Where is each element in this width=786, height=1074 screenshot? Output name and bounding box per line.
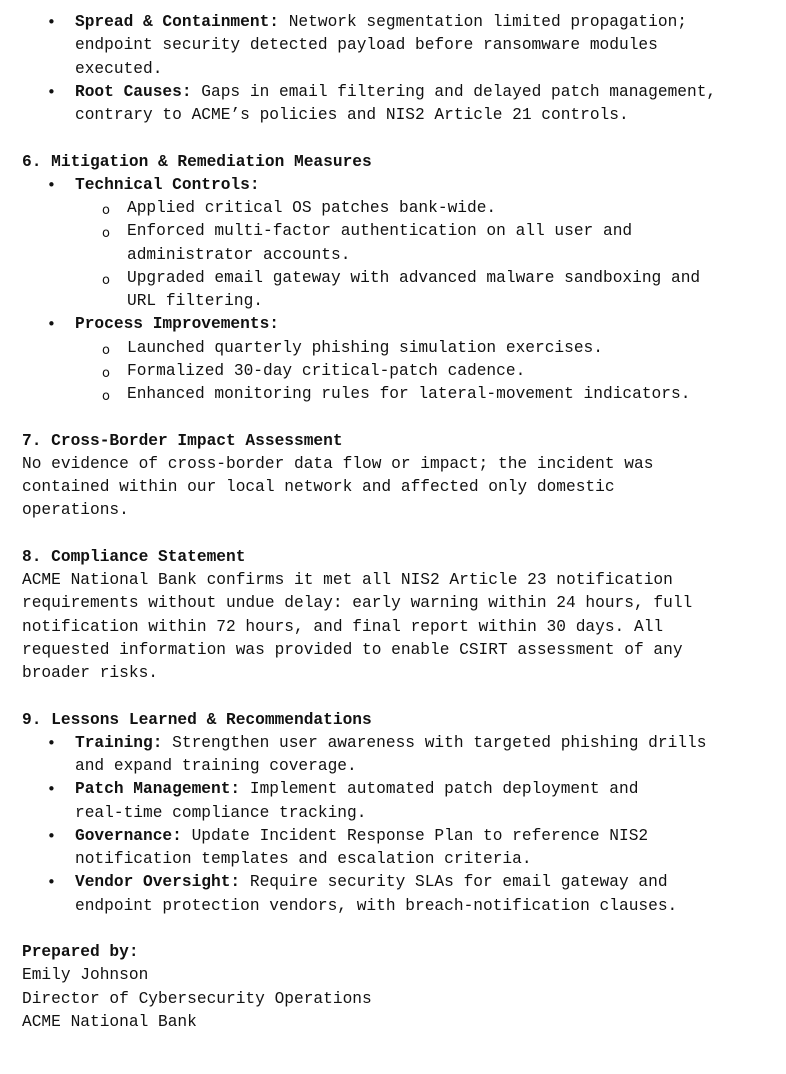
item-text: Upgraded email gateway with advanced malware sandboxing and <box>127 268 701 287</box>
item-label: Spread & Containment: <box>75 13 279 31</box>
item-label: Vendor Oversight: <box>75 873 241 892</box>
circle-bullet-icon: o <box>102 272 110 288</box>
list-item <box>22 871 782 894</box>
item-text: URL filtering. <box>127 292 263 310</box>
item-text: Enforced multi-factor authentication on all user and <box>127 222 633 241</box>
item-label: Patch Management: <box>75 780 241 799</box>
item-text: administrator accounts. <box>127 245 351 264</box>
item-text: Network segmentation limited propagation; <box>279 13 687 31</box>
paragraph-line: contained within our local network and affected only domestic <box>22 478 615 496</box>
item-text: endpoint security detected payload before ransomware modules <box>75 36 658 55</box>
bullet-icon: • <box>47 826 56 845</box>
paragraph-line: No evidence of cross-border data flow or impact; the incident was <box>22 454 654 473</box>
list-item <box>22 313 782 336</box>
paragraph-line: notification within 72 hours, and final report within 30 days. All <box>22 617 664 636</box>
organization: ACME National Bank <box>22 1012 197 1031</box>
paragraph-line: broader risks. <box>22 664 158 682</box>
item-text: Applied critical OS patches bank-wide. <box>127 199 497 217</box>
paragraph-line: operations. <box>22 501 129 520</box>
item-text: Require security SLAs for email gateway and <box>240 873 668 892</box>
author-name: Emily Johnson <box>22 966 149 985</box>
sub-list-item <box>22 383 782 406</box>
bullet-icon: • <box>47 733 56 752</box>
bullet-icon: • <box>47 13 56 31</box>
sub-list-item <box>22 360 782 383</box>
section-heading: 7. Cross-Border Impact Assessment <box>22 431 343 450</box>
section-heading: 9. Lessons Learned & Recommendations <box>22 710 372 729</box>
item-text: Formalized 30-day critical-patch cadence. <box>127 361 526 380</box>
item-text: executed. <box>75 59 163 78</box>
document <box>22 11 782 1034</box>
list-item <box>22 778 782 801</box>
circle-bullet-icon: o <box>102 203 110 218</box>
section-heading: 8. Compliance Statement <box>22 547 246 566</box>
sub-list-item <box>22 220 782 243</box>
bullet-icon: • <box>47 780 56 799</box>
bullet-icon: • <box>47 82 56 101</box>
paragraph-line: requirements without undue delay: early warning within 24 hours, full <box>22 594 693 613</box>
item-text: and expand training coverage. <box>75 757 357 775</box>
sub-list-item <box>22 337 782 360</box>
list-item <box>22 825 782 848</box>
item-label: Governance: <box>75 826 182 845</box>
circle-bullet-icon: o <box>102 389 110 404</box>
list-item <box>22 81 782 104</box>
list-item <box>22 732 782 755</box>
item-text: Strengthen user awareness with targeted phishing drills <box>162 733 707 752</box>
bullet-icon: • <box>47 873 56 892</box>
item-text: real-time compliance tracking. <box>75 803 367 822</box>
circle-bullet-icon: o <box>102 226 110 242</box>
prepared-by-label: Prepared by: <box>22 943 139 961</box>
list-item <box>22 11 782 34</box>
sub-list-item <box>22 267 782 290</box>
list-item <box>22 174 782 197</box>
circle-bullet-icon: o <box>102 342 110 358</box>
bullet-icon: • <box>47 175 56 194</box>
item-label: Process Improvements: <box>75 315 279 334</box>
item-text: notification templates and escalation criteria. <box>75 850 532 868</box>
sub-list-item <box>22 197 782 220</box>
item-text: Implement automated patch deployment and <box>240 780 639 799</box>
item-label: Training: <box>75 733 163 752</box>
item-text: Launched quarterly phishing simulation exercises. <box>127 338 603 357</box>
item-text: endpoint protection vendors, with breach-notification clauses. <box>75 896 678 915</box>
item-text: Gaps in email filtering and delayed patch management, <box>191 82 717 101</box>
item-text: Enhanced monitoring rules for lateral-movement indicators. <box>127 385 691 403</box>
item-text: contrary to ACME’s policies and NIS2 Article 21 controls. <box>75 106 629 124</box>
item-label: Technical Controls: <box>75 175 260 194</box>
bullet-icon: • <box>47 315 56 334</box>
circle-bullet-icon: o <box>102 365 110 381</box>
author-title: Director of Cybersecurity Operations <box>22 989 372 1008</box>
item-text: Update Incident Response Plan to reference NIS2 <box>181 826 649 845</box>
item-label: Root Causes: <box>75 82 192 101</box>
section-heading: 6. Mitigation & Remediation Measures <box>22 152 372 171</box>
paragraph-line: requested information was provided to enable CSIRT assessment of any <box>22 640 683 659</box>
paragraph-line: ACME National Bank confirms it met all NIS2 Article 23 notification <box>22 571 673 589</box>
